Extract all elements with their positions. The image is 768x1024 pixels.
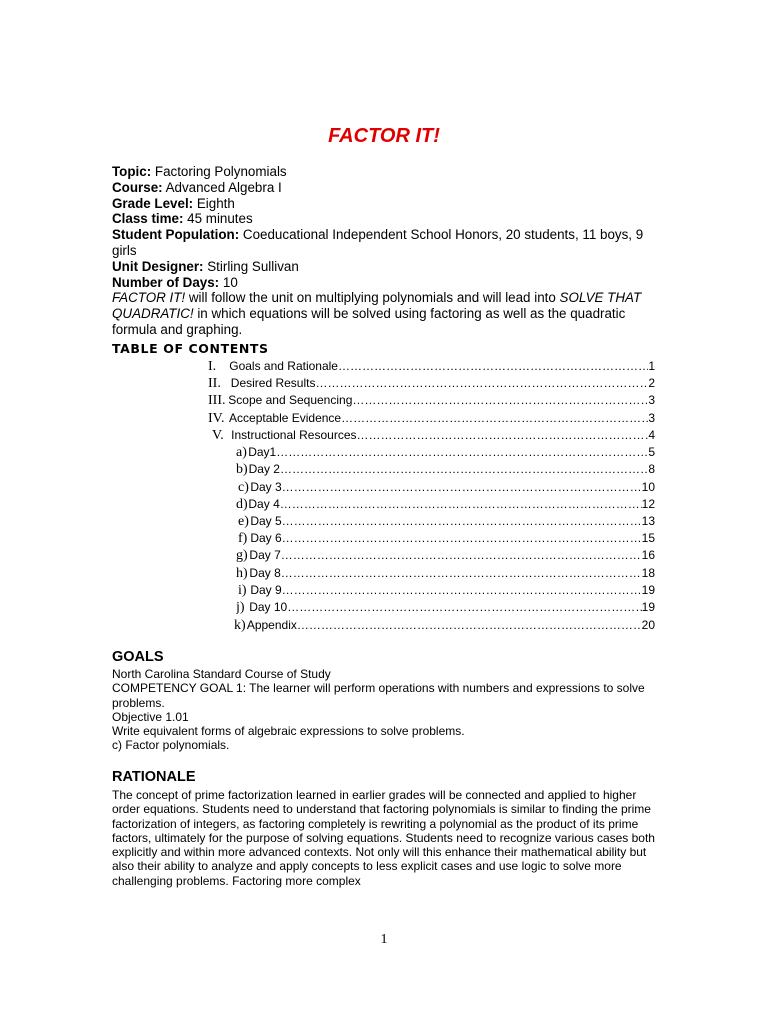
classtime-row xyxy=(112,211,652,227)
toc-entry-number: V. xyxy=(212,428,224,443)
toc-entry[interactable] xyxy=(238,480,655,496)
toc-entry[interactable] xyxy=(236,445,655,461)
days-value: 10 xyxy=(219,274,238,290)
rationale-heading: RATIONALE xyxy=(112,769,196,785)
toc-entry-number: j) xyxy=(236,600,245,615)
toc-entry-number: I. xyxy=(208,359,217,374)
toc-entry-number: f) xyxy=(238,531,248,546)
goals-line: Write equivalent forms of algebraic expressions to solve problems. xyxy=(112,724,465,739)
toc-leader-dots xyxy=(276,445,648,459)
intro-next-unit-name: SOLVE THAT QUADRATIC! xyxy=(112,290,642,322)
rationale-body xyxy=(112,788,657,888)
toc-entry-label: Day 2 xyxy=(248,462,280,476)
toc-entry-page: 12 xyxy=(641,497,655,511)
toc-entry-page: 18 xyxy=(641,566,655,580)
toc-entry-number: III. xyxy=(208,393,226,408)
page-number: 1 xyxy=(380,932,388,947)
toc-leader-dots xyxy=(282,480,642,494)
intro-paragraph xyxy=(112,290,652,337)
toc-entry-label: Appendix xyxy=(246,618,297,632)
intro-unit-name: FACTOR IT! xyxy=(112,290,186,306)
toc-entry-label: Day 10 xyxy=(249,600,288,614)
designer-label: Unit Designer: xyxy=(112,258,204,274)
goals-body xyxy=(112,667,657,753)
toc-leader-dots xyxy=(341,411,648,425)
toc-entry-page: 15 xyxy=(641,531,655,545)
toc-entry-label: Day 6 xyxy=(250,531,282,545)
toc-leader-dots xyxy=(282,583,642,597)
toc-entry-label: Scope and Sequencing xyxy=(228,393,353,407)
toc-entry[interactable] xyxy=(238,514,655,530)
toc-leader-dots xyxy=(315,376,648,390)
designer-row xyxy=(112,259,652,275)
toc-entry-number: c) xyxy=(238,480,249,495)
toc-entry-page: 16 xyxy=(641,548,655,562)
toc-leader-dots xyxy=(338,359,648,373)
toc-entry[interactable] xyxy=(208,359,655,375)
course-label: Course: xyxy=(112,179,163,195)
toc-entry[interactable] xyxy=(208,376,655,392)
goals-line: North Carolina Standard Course of Study xyxy=(112,667,331,681)
topic-row xyxy=(112,164,652,180)
toc-entry[interactable] xyxy=(212,428,655,444)
toc-entry-label: Desired Results xyxy=(230,376,316,390)
goals-line: Objective 1.01 xyxy=(112,709,189,724)
toc-leader-dots xyxy=(281,548,642,562)
toc-entry-number: e) xyxy=(238,514,249,529)
toc-entry-label: Day 3 xyxy=(250,480,282,494)
days-label: Number of Days: xyxy=(112,274,220,290)
toc-entry[interactable] xyxy=(208,411,655,427)
course-value: Advanced Algebra I xyxy=(162,179,282,195)
toc-entry-page: 10 xyxy=(641,480,655,494)
course-row xyxy=(112,180,652,196)
toc-leader-dots xyxy=(280,497,642,511)
toc-entry-number: a) xyxy=(236,445,247,460)
toc-entry-page: 19 xyxy=(641,583,655,597)
grade-label: Grade Level: xyxy=(112,195,194,211)
toc-entry[interactable] xyxy=(236,548,655,564)
toc-entry-number: IV. xyxy=(208,411,225,426)
toc-entry-page: 4 xyxy=(648,428,655,442)
toc-entry-label: Acceptable Evidence xyxy=(229,411,342,425)
toc-leader-dots xyxy=(280,462,648,476)
toc-leader-dots xyxy=(297,618,642,632)
population-value: Coeducational Independent School Honors, 20 students, 11 boys, 9 girls xyxy=(112,227,644,258)
toc-entry-number: II. xyxy=(208,376,221,391)
grade-value: Eighth xyxy=(193,195,235,211)
goals-line: COMPETENCY GOAL 1: The learner will perform operations with numbers and expressions to solve problems. xyxy=(112,681,645,710)
toc-entry[interactable] xyxy=(236,497,655,513)
toc-entry-page: 20 xyxy=(641,618,655,632)
toc-leader-dots xyxy=(281,566,642,580)
goals-line: c) Factor polynomials. xyxy=(112,738,230,753)
toc-entry-label: Day1 xyxy=(248,445,277,459)
document-title: FACTOR IT! xyxy=(328,125,440,147)
intro-text-2: in which equations will be solved using factoring as well as the quadratic formula and graphing. xyxy=(112,306,626,337)
population-row xyxy=(112,227,652,259)
designer-value: Stirling Sullivan xyxy=(203,258,299,274)
toc-entry-number: i) xyxy=(238,583,247,598)
toc-entry-number: k) xyxy=(234,618,246,633)
toc-entry-label: Day 8 xyxy=(249,566,281,580)
toc-entry[interactable] xyxy=(208,393,655,409)
toc-entry[interactable] xyxy=(236,462,655,478)
toc-entry-page: 19 xyxy=(641,600,655,614)
toc-entry-label: Day 9 xyxy=(250,583,282,597)
toc-entry[interactable] xyxy=(234,618,655,634)
topic-label: Topic: xyxy=(112,164,152,179)
days-row xyxy=(112,275,652,291)
toc-entry-page: 8 xyxy=(648,462,655,476)
toc-entry[interactable] xyxy=(236,566,655,582)
toc-entry[interactable] xyxy=(236,600,655,616)
unit-info xyxy=(112,164,652,338)
toc-entry-label: Day 7 xyxy=(249,548,281,562)
topic-value: Factoring Polynomials xyxy=(151,164,287,179)
toc-heading: TABLE OF CONTENTS xyxy=(112,341,269,356)
toc-entry-label: Goals and Rationale xyxy=(229,359,338,373)
toc-leader-dots xyxy=(287,600,641,614)
toc-entry-page: 1 xyxy=(648,359,655,373)
toc-entry[interactable] xyxy=(238,583,655,599)
toc-entry-number: b) xyxy=(236,462,248,477)
toc-entry-label: Day 4 xyxy=(248,497,280,511)
toc-entry[interactable] xyxy=(238,531,655,547)
intro-text-1: will follow the unit on multiplying polynomials and will lead into xyxy=(185,290,560,306)
classtime-value: 45 minutes xyxy=(183,211,253,227)
toc-leader-dots xyxy=(357,428,649,442)
toc-entry-number: g) xyxy=(236,548,248,563)
toc-entry-number: h) xyxy=(236,566,248,581)
classtime-label: Class time: xyxy=(112,211,184,227)
toc-entry-page: 3 xyxy=(648,393,655,407)
toc-entry-page: 3 xyxy=(648,411,655,425)
rationale-text: The concept of prime factorization learned in earlier grades will be connected and applied to higher order equations. Students need to understand that factoring polynomials is similar to finding the prime factorization of integers, as factoring completely is rewriting a polynomial as the product of its prime factors, ultimately for the purpose of solving equations. Students need to recognize various cases both explicitly and within more advanced contexts. Not only will this enhance their mathematical ability but also their ability to analyze and apply concepts to less explicit cases and use logic to solve more challenging problems. Factoring more complex xyxy=(112,788,655,888)
toc-entry-number: d) xyxy=(236,497,248,512)
goals-heading: GOALS xyxy=(112,649,164,665)
toc-leader-dots xyxy=(282,531,642,545)
grade-row xyxy=(112,196,652,212)
toc-entry-page: 13 xyxy=(641,514,655,528)
toc-leader-dots xyxy=(282,514,642,528)
toc-entry-page: 2 xyxy=(648,376,655,390)
toc-leader-dots xyxy=(352,393,648,407)
toc-entry-label: Instructional Resources xyxy=(231,428,357,442)
toc-entry-label: Day 5 xyxy=(250,514,282,528)
population-label: Student Population: xyxy=(112,227,240,243)
toc-entry-page: 5 xyxy=(648,445,655,459)
